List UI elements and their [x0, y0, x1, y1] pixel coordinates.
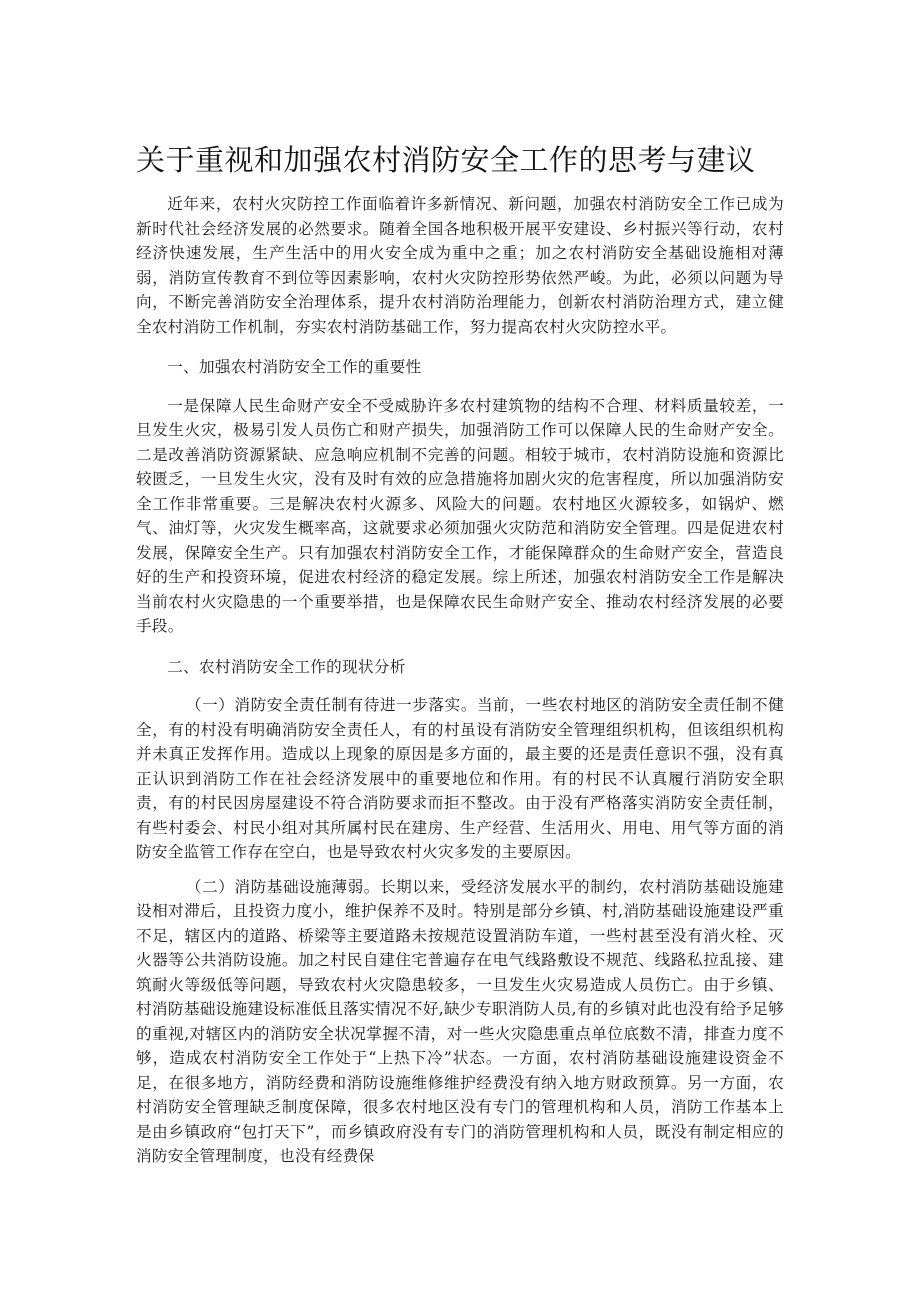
- intro-paragraph: 近年来，农村火灾防控工作面临着许多新情况、新问题，加强农村消防安全工作已成为新时代社会经济发展的必然要求。随着全国各地积极开展平安建设、乡村振兴等行动，农村经济快速发展，生产生活中的用火安全成为重中之重；加之农村消防安全基础设施相对薄弱，消防宣传教育不到位等因素影响，农村火灾防控形势依然严峻。为此，必须以问题为导向，不断完善消防安全治理体系，提升农村消防治理能力，创新农村消防治理方式，建立健全农村消防工作机制，夯实农村消防基础工作，努力提高农村火灾防控水平。: [136, 195, 784, 336]
- document-body: [136, 140, 784, 1169]
- section-2-heading: 二、农村消防安全工作的现状分析: [167, 657, 406, 676]
- section-1-heading: 一、加强农村消防安全工作的重要性: [167, 358, 422, 376]
- section-2-subsection-2: （二）消防基础设施薄弱。长期以来，受经济发展水平的制约，农村消防基础设施建设相对滞后，且投资力度小，维护保养不及时。特别是部分乡镇、村,消防基础设施建设严重不足，辖区内的道路、桥梁等主要道路未按规范设置消防车道，一些村甚至没有消火栓、灭火器等公共消防设施。加之村民自建住宅普遍存在电气线路敷设不规范、线路私拉乱接、建筑耐火等级低等问题，导致农村火灾隐患较多，一旦发生火灾易造成人员伤亡。由于乡镇、村消防基础设施建设标准低且落实情况不好,缺少专职消防人员,有的乡镇对此也没有给予足够的重视,对辖区内的消防安全状况掌握不清，对一些火灾隐患重点单位底数不清，排查力度不够，造成农村消防安全工作处于“上热下冷”状态。一方面，农村消防基础设施建设资金不足，在很多地方，消防经费和消防设施维修维护经费没有纳入地方财政预算。另一方面，农村消防安全管理缺乏制度保障，很多农村地区没有专门的管理机构和人员，消防工作基本上是由乡镇政府“包打天下”，而乡镇政府没有专门的消防管理机构和人员，既没有制定相应的消防安全管理制度，也没有经费保: [136, 877, 784, 1165]
- section-1-paragraph: 一是保障人民生命财产安全不受威胁许多农村建筑物的结构不合理、材料质量较差，一旦发生火灾，极易引发人员伤亡和财产损失，加强消防工作可以保障人民的生命财产安全。二是改善消防资源紧缺、应急响应机制不完善的问题。相较于城市，农村消防设施和资源比较匮乏，一旦发生火灾，没有及时有效的应急措施将加剧火灾的危害程度，所以加强消防安全工作非常重要。三是解决农村火源多、风险大的问题。农村地区火源较多，如锅炉、燃气、油灯等，火灾发生概率高，这就要求必须加强火灾防范和消防安全管理。四是促进农村发展，保障安全生产。只有加强农村消防安全工作，才能保障群众的生命财产安全，营造良好的生产和投资环境，促进农村经济的稳定发展。综上所述，加强农村消防安全工作是解决当前农村火灾隐患的一个重要举措，也是保障农民生命财产安全、推动农村经济发展的必要手段。: [136, 396, 784, 635]
- section-2-subsection-1: （一）消防安全责任制有待进一步落实。当前，一些农村地区的消防安全责任制不健全，有的村没有明确消防安全责任人，有的村虽设有消防安全管理组织机构，但该组织机构并未真正发挥作用。造成以上现象的原因是多方面的，最主要的还是责任意识不强，没有真正认识到消防工作在社会经济发展中的重要地位和作用。有的村民不认真履行消防安全职责，有的村民因房屋建设不符合消防要求而拒不整改。由于没有严格落实消防安全责任制，有些村委会、村民小组对其所属村民在建房、生产经营、生活用火、用电、用气等方面的消防安全监管工作存在空白，也是导致农村火灾多发的主要原因。: [136, 696, 784, 861]
- document-title: 关于重视和加强农村消防安全工作的思考与建议: [136, 143, 756, 177]
